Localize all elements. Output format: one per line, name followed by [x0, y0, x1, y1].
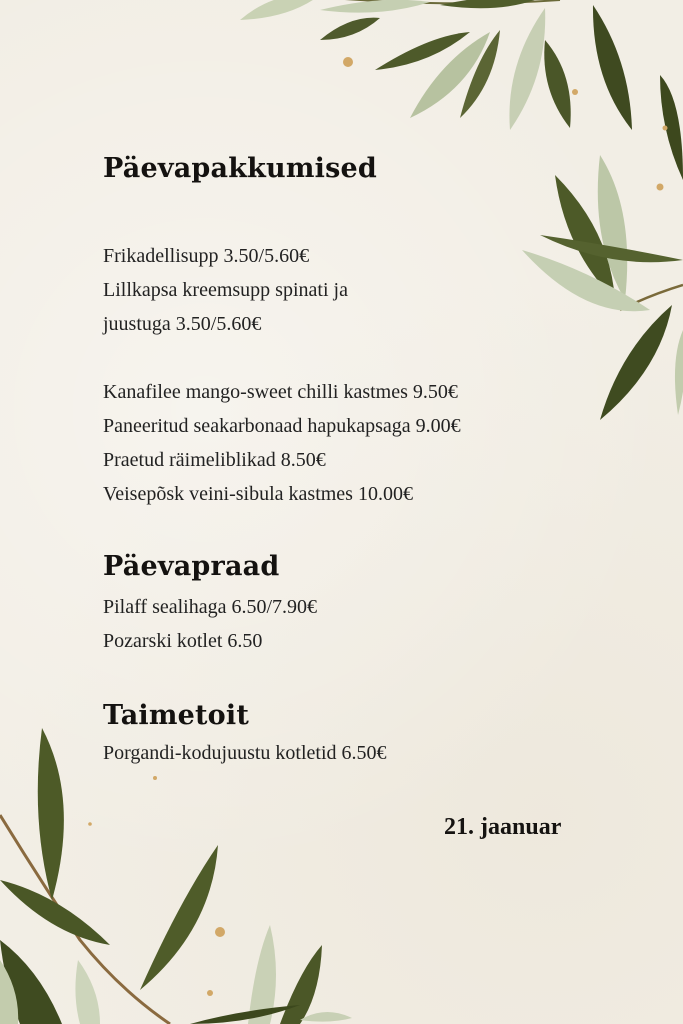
- section-title-daily-dishes: Päevapraad: [103, 551, 280, 582]
- menu-item: Praetud räimeliblikad 8.50€: [103, 449, 326, 471]
- menu-item: Kanafilee mango-sweet chilli kastmes 9.50€: [103, 381, 458, 403]
- menu-item: juustuga 3.50/5.60€: [103, 313, 262, 335]
- menu-item: Pozarski kotlet 6.50: [103, 630, 263, 652]
- section-title-vegetarian: Taimetoit: [103, 700, 250, 731]
- menu-item: Lillkapsa kreemsupp spinati ja: [103, 279, 348, 301]
- menu-item: Veisepõsk veini-sibula kastmes 10.00€: [103, 483, 413, 505]
- menu-date: 21. jaanuar: [444, 814, 562, 840]
- menu-item: Paneeritud seakarbonaad hapukapsaga 9.00€: [103, 415, 461, 437]
- menu-item: Pilaff sealihaga 6.50/7.90€: [103, 596, 318, 618]
- menu-item: Frikadellisupp 3.50/5.60€: [103, 245, 310, 267]
- menu-item: Porgandi-kodujuustu kotletid 6.50€: [103, 742, 387, 764]
- section-title-daily-offers: Päevapakkumised: [103, 153, 377, 184]
